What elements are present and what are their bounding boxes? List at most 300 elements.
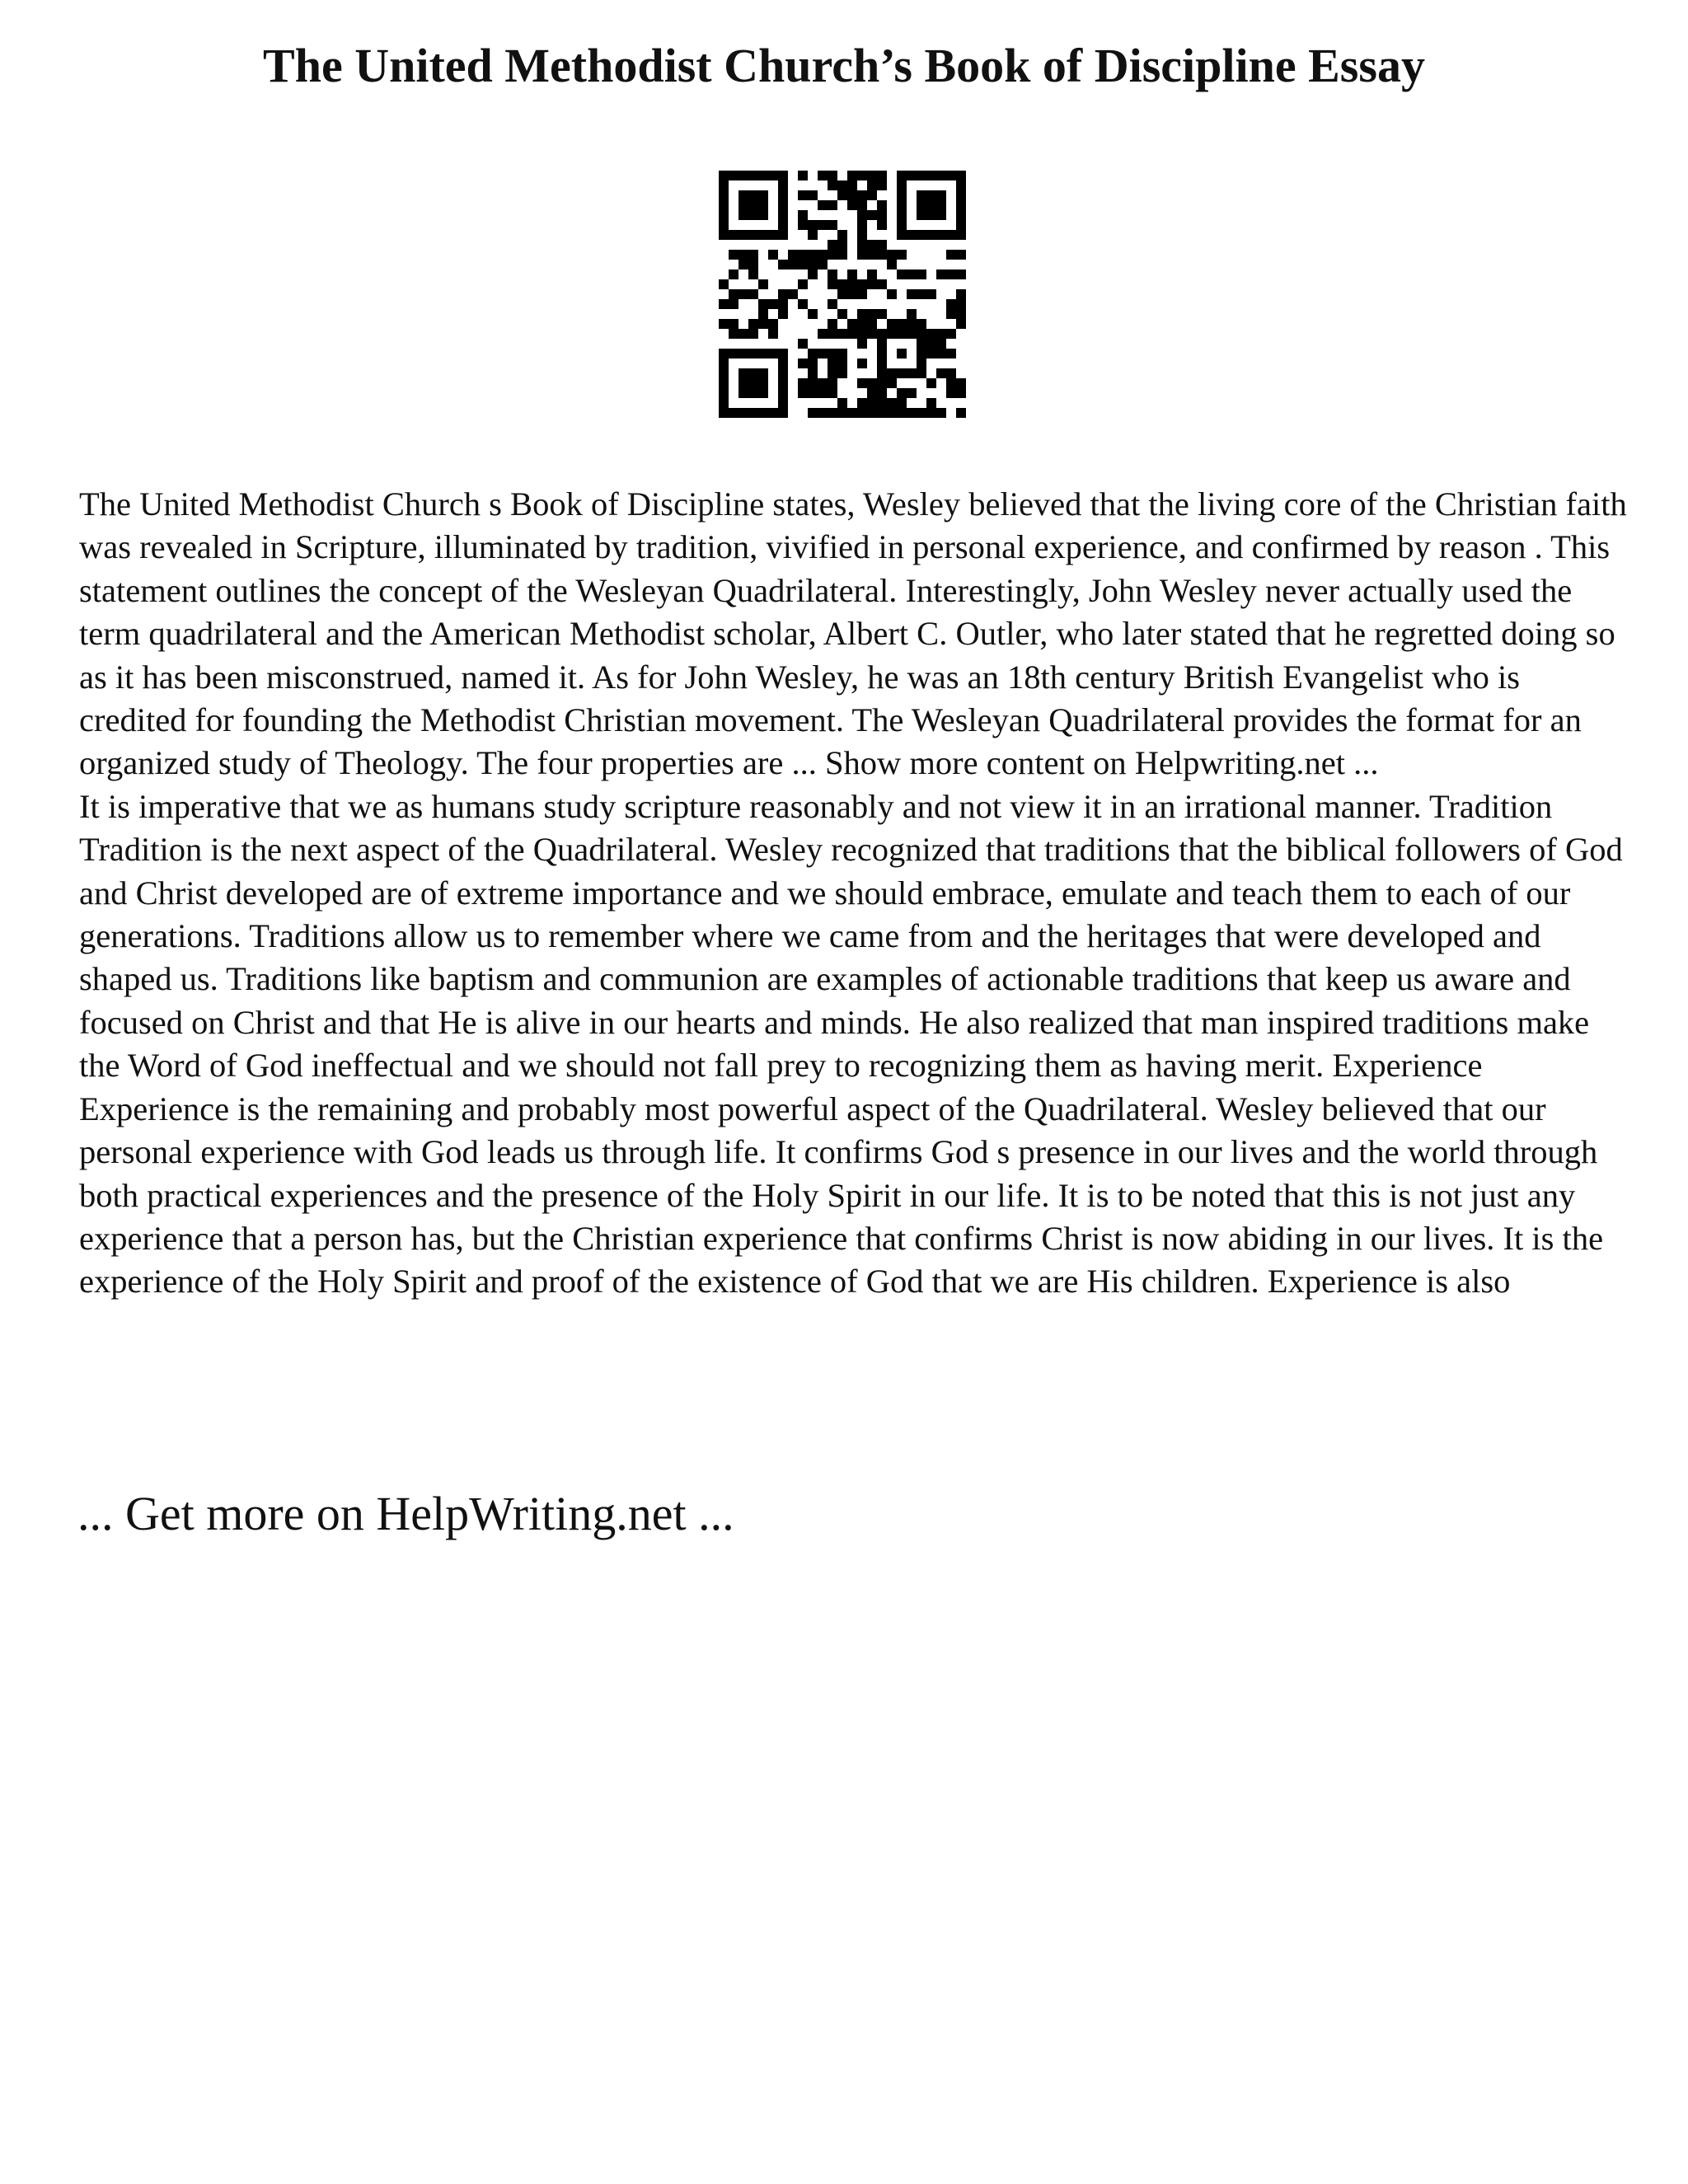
qr-module xyxy=(897,368,907,378)
qr-module xyxy=(837,180,847,190)
qr-module xyxy=(758,319,768,329)
qr-module xyxy=(738,289,748,299)
qr-module xyxy=(857,398,867,408)
qr-module xyxy=(738,349,748,359)
qr-module xyxy=(778,309,788,319)
qr-module xyxy=(857,190,867,200)
qr-module xyxy=(926,339,936,349)
qr-module xyxy=(897,349,907,359)
qr-module xyxy=(828,220,837,230)
qr-module xyxy=(956,190,966,200)
qr-module xyxy=(936,230,946,240)
qr-module xyxy=(877,398,887,408)
qr-module xyxy=(758,279,768,289)
qr-module xyxy=(738,378,748,388)
get-more-link[interactable]: ... Get more on HelpWriting.net ... xyxy=(77,1487,734,1540)
qr-module xyxy=(798,210,808,220)
qr-module xyxy=(926,190,936,200)
qr-module xyxy=(768,299,778,309)
qr-module xyxy=(828,349,837,359)
qr-module xyxy=(828,388,837,398)
qr-module xyxy=(956,220,966,230)
qr-module xyxy=(946,269,956,279)
qr-module xyxy=(738,230,748,240)
qr-module xyxy=(748,388,758,398)
qr-module xyxy=(778,388,788,398)
qr-module xyxy=(778,180,788,190)
qr-module xyxy=(936,368,946,378)
qr-module xyxy=(808,368,818,378)
qr-module xyxy=(946,171,956,180)
qr-module xyxy=(887,329,897,339)
qr-module xyxy=(857,408,867,418)
qr-module xyxy=(738,200,748,210)
qr-module xyxy=(738,388,748,398)
qr-module xyxy=(867,240,877,250)
qr-module xyxy=(719,398,729,408)
qr-module xyxy=(748,349,758,359)
qr-module xyxy=(907,309,917,319)
essay-body xyxy=(79,483,1629,1304)
qr-module xyxy=(887,250,897,260)
qr-module xyxy=(877,368,887,378)
qr-module xyxy=(758,210,768,220)
qr-module xyxy=(808,408,818,418)
qr-module xyxy=(867,269,877,279)
qr-module xyxy=(828,200,837,210)
qr-module xyxy=(917,289,926,299)
qr-module xyxy=(926,171,936,180)
qr-module xyxy=(857,319,867,329)
qr-module xyxy=(778,359,788,368)
qr-module xyxy=(867,279,877,289)
qr-module xyxy=(887,368,897,378)
qr-module xyxy=(738,260,748,269)
qr-module xyxy=(738,190,748,200)
qr-module xyxy=(798,359,808,368)
qr-module xyxy=(758,230,768,240)
qr-module xyxy=(798,299,808,309)
qr-module xyxy=(917,269,926,279)
qr-module xyxy=(956,319,966,329)
qr-module xyxy=(877,408,887,418)
qr-module xyxy=(758,190,768,200)
qr-module xyxy=(897,230,907,240)
qr-module xyxy=(719,220,729,230)
qr-module xyxy=(837,368,847,378)
qr-module xyxy=(729,319,738,329)
qr-module xyxy=(758,408,768,418)
qr-module xyxy=(808,220,818,230)
qr-module xyxy=(719,359,729,368)
qr-module xyxy=(867,378,877,388)
qr-module xyxy=(788,260,798,269)
qr-module xyxy=(897,329,907,339)
qr-module xyxy=(837,279,847,289)
qr-module xyxy=(828,250,837,260)
qr-module xyxy=(887,408,897,418)
qr-module xyxy=(847,329,857,339)
qr-module xyxy=(907,368,917,378)
qr-module xyxy=(778,210,788,220)
qr-module xyxy=(897,388,907,398)
qr-module xyxy=(897,398,907,408)
qr-module xyxy=(917,200,926,210)
qr-module xyxy=(719,378,729,388)
qr-module xyxy=(857,279,867,289)
qr-module xyxy=(956,378,966,388)
qr-module xyxy=(778,349,788,359)
qr-module xyxy=(778,398,788,408)
qr-module xyxy=(867,190,877,200)
qr-module xyxy=(857,289,867,299)
qr-module xyxy=(758,378,768,388)
qr-module xyxy=(758,299,768,309)
qr-module xyxy=(926,378,936,388)
qr-module xyxy=(857,309,867,319)
qr-module xyxy=(887,378,897,388)
qr-module xyxy=(877,200,887,210)
qr-module xyxy=(828,368,837,378)
qr-module xyxy=(877,309,887,319)
qr-module xyxy=(758,309,768,319)
qr-module xyxy=(758,200,768,210)
qr-module xyxy=(857,230,867,240)
page-title: The United Methodist Church’s Book of Discipline Essay xyxy=(263,39,1425,92)
qr-module xyxy=(847,408,857,418)
essay-paragraph-2: It is imperative that we as humans study scripture reasonably and not view it in an irrational manner. Tradition Tradition is the next aspect of the Quadrilateral. Wesley recognized that traditions that the biblical followers of God and Christ developed are of extreme importance and we should embrace, emulate and teach them to each of our generations. Traditions allow us to remember where we came from and the heritages that were developed and shaped us. Traditions like baptism and communion are examples of actionable traditions that keep us aware and focused on Christ and that He is alive in our hearts and minds. He also realized that man inspired traditions make the Word of God ineffectual and we should not fall prey to recognizing them as having merit. Experience Experience is the remaining and probably most powerful aspect of the Quadrilateral. Wesley believed that our personal experience with God leads us through life. It confirms God s presence in our lives and the world through both practical experiences and the presence of the Holy Spirit in our life. It is to be noted that this is not just any experience that a person has, but the Christian experience that confirms Christ is now abiding in our lives. It is the experience of the Holy Spirit and proof of the existence of God that we are His children. Experience is also xyxy=(79,787,1623,1301)
qr-module xyxy=(778,220,788,230)
qr-module xyxy=(936,200,946,210)
qr-module xyxy=(926,210,936,220)
qr-module xyxy=(828,171,837,180)
qr-module xyxy=(877,388,887,398)
qr-module xyxy=(956,200,966,210)
qr-module xyxy=(798,190,808,200)
qr-module xyxy=(828,319,837,329)
qr-module xyxy=(946,388,956,398)
qr-module xyxy=(719,279,729,289)
qr-module xyxy=(887,319,897,329)
qr-module xyxy=(867,180,877,190)
qr-module xyxy=(748,329,758,339)
qr-module xyxy=(837,398,847,408)
qr-module xyxy=(837,408,847,418)
qr-module xyxy=(828,378,837,388)
qr-module xyxy=(719,299,729,309)
qr-module xyxy=(847,180,857,190)
qr-module xyxy=(719,190,729,200)
qr-module xyxy=(897,408,907,418)
qr-module xyxy=(907,319,917,329)
qr-module xyxy=(857,210,867,220)
qr-code-icon xyxy=(719,171,966,418)
qr-module xyxy=(917,408,926,418)
qr-module xyxy=(936,329,946,339)
qr-module xyxy=(857,220,867,230)
qr-module xyxy=(798,260,808,269)
qr-module xyxy=(778,200,788,210)
qr-module xyxy=(926,408,936,418)
qr-module xyxy=(719,349,729,359)
qr-module xyxy=(897,200,907,210)
qr-module xyxy=(887,260,897,269)
qr-module xyxy=(738,329,748,339)
qr-module xyxy=(738,250,748,260)
qr-module xyxy=(778,378,788,388)
qr-module xyxy=(798,378,808,388)
qr-module xyxy=(956,289,966,299)
qr-module xyxy=(946,368,956,378)
qr-module xyxy=(808,250,818,260)
qr-module xyxy=(778,368,788,378)
qr-module xyxy=(768,319,778,329)
qr-module xyxy=(818,260,828,269)
qr-module xyxy=(837,230,847,240)
qr-module xyxy=(917,349,926,359)
qr-module xyxy=(788,289,798,299)
qr-module xyxy=(837,309,847,319)
qr-module xyxy=(738,408,748,418)
qr-module xyxy=(867,388,877,398)
qr-module xyxy=(729,299,738,309)
qr-module xyxy=(837,329,847,339)
qr-module xyxy=(729,289,738,299)
qr-module xyxy=(956,230,966,240)
qr-module xyxy=(917,329,926,339)
qr-module xyxy=(818,171,828,180)
qr-module xyxy=(788,250,798,260)
qr-module xyxy=(946,378,956,388)
qr-module xyxy=(768,230,778,240)
qr-module xyxy=(748,368,758,378)
qr-module xyxy=(877,359,887,368)
qr-module xyxy=(818,329,828,339)
qr-module xyxy=(867,171,877,180)
qr-module xyxy=(778,408,788,418)
qr-module xyxy=(926,329,936,339)
qr-module xyxy=(729,250,738,260)
qr-module xyxy=(907,408,917,418)
qr-module xyxy=(738,171,748,180)
qr-module xyxy=(828,180,837,190)
qr-module xyxy=(748,408,758,418)
qr-module xyxy=(729,230,738,240)
qr-module xyxy=(818,408,828,418)
qr-module xyxy=(936,339,946,349)
qr-module xyxy=(847,171,857,180)
qr-module xyxy=(867,408,877,418)
qr-module xyxy=(907,388,917,398)
qr-module xyxy=(798,171,808,180)
qr-module xyxy=(936,171,946,180)
qr-module xyxy=(748,230,758,240)
qr-module xyxy=(798,279,808,289)
qr-module xyxy=(877,339,887,349)
qr-module xyxy=(818,349,828,359)
qr-module xyxy=(897,250,907,260)
qr-module xyxy=(837,250,847,260)
qr-module xyxy=(778,230,788,240)
qr-module xyxy=(808,359,818,368)
qr-module xyxy=(798,388,808,398)
qr-module xyxy=(877,220,887,230)
qr-module xyxy=(917,210,926,220)
qr-module xyxy=(748,200,758,210)
qr-module xyxy=(719,319,729,329)
qr-module xyxy=(818,220,828,230)
qr-module xyxy=(956,408,966,418)
qr-module xyxy=(808,190,818,200)
qr-module xyxy=(778,190,788,200)
qr-module xyxy=(956,299,966,309)
qr-module xyxy=(808,349,818,359)
qr-module xyxy=(877,329,887,339)
qr-module xyxy=(917,319,926,329)
qr-module xyxy=(818,388,828,398)
qr-module xyxy=(867,210,877,220)
qr-module xyxy=(837,349,847,359)
qr-module xyxy=(748,171,758,180)
qr-module xyxy=(867,309,877,319)
qr-module xyxy=(877,240,887,250)
qr-module xyxy=(877,378,887,388)
qr-module xyxy=(828,408,837,418)
qr-module xyxy=(946,309,956,319)
qr-module xyxy=(897,180,907,190)
qr-module xyxy=(818,200,828,210)
qr-module xyxy=(758,171,768,180)
qr-module xyxy=(857,200,867,210)
qr-module xyxy=(867,319,877,329)
qr-module xyxy=(828,329,837,339)
qr-module xyxy=(857,359,867,368)
qr-module xyxy=(808,230,818,240)
qr-module xyxy=(758,368,768,378)
qr-module xyxy=(808,309,818,319)
qr-module xyxy=(798,339,808,349)
qr-module xyxy=(738,368,748,378)
qr-module xyxy=(857,171,867,180)
qr-module xyxy=(946,230,956,240)
qr-module xyxy=(828,359,837,368)
qr-module xyxy=(778,289,788,299)
qr-module xyxy=(877,250,887,260)
qr-module xyxy=(956,388,966,398)
qr-module xyxy=(917,359,926,368)
qr-module xyxy=(897,190,907,200)
qr-module xyxy=(926,200,936,210)
qr-module xyxy=(768,349,778,359)
qr-module xyxy=(946,299,956,309)
qr-module xyxy=(936,349,946,359)
qr-module xyxy=(847,289,857,299)
qr-module xyxy=(877,349,887,359)
qr-module xyxy=(748,190,758,200)
qr-module xyxy=(847,279,857,289)
qr-module xyxy=(847,190,857,200)
qr-module xyxy=(936,210,946,220)
qr-module xyxy=(897,210,907,220)
qr-module xyxy=(729,269,738,279)
qr-module xyxy=(837,190,847,200)
qr-module xyxy=(877,210,887,220)
qr-module xyxy=(729,171,738,180)
qr-module xyxy=(828,299,837,309)
qr-module xyxy=(768,250,778,260)
qr-module xyxy=(877,171,887,180)
qr-module xyxy=(936,408,946,418)
qr-module xyxy=(847,269,857,279)
qr-module xyxy=(867,329,877,339)
qr-module xyxy=(897,171,907,180)
qr-module xyxy=(798,220,808,230)
qr-module xyxy=(748,289,758,299)
qr-module xyxy=(877,279,887,289)
qr-module xyxy=(857,250,867,260)
qr-module xyxy=(738,210,748,220)
qr-module xyxy=(818,250,828,260)
qr-module xyxy=(857,378,867,388)
qr-module xyxy=(778,299,788,309)
qr-module xyxy=(748,269,758,279)
qr-module xyxy=(956,171,966,180)
qr-module xyxy=(748,260,758,269)
qr-module xyxy=(758,388,768,398)
qr-module xyxy=(719,180,729,190)
qr-module xyxy=(887,289,897,299)
qr-module xyxy=(719,200,729,210)
qr-module xyxy=(729,408,738,418)
qr-module xyxy=(926,289,936,299)
qr-module xyxy=(837,240,847,250)
qr-module xyxy=(719,171,729,180)
qr-module xyxy=(877,180,887,190)
qr-module xyxy=(758,349,768,359)
qr-module xyxy=(907,329,917,339)
qr-module xyxy=(729,329,738,339)
qr-module xyxy=(748,250,758,260)
qr-module xyxy=(936,269,946,279)
qr-module xyxy=(946,329,956,339)
qr-module xyxy=(847,319,857,329)
qr-module xyxy=(828,269,837,279)
qr-module xyxy=(867,250,877,260)
qr-module xyxy=(748,319,758,329)
qr-module xyxy=(926,349,936,359)
qr-module xyxy=(818,378,828,388)
qr-module xyxy=(768,329,778,339)
qr-module xyxy=(936,190,946,200)
qr-module xyxy=(946,250,956,260)
qr-module xyxy=(837,359,847,368)
qr-module xyxy=(917,230,926,240)
qr-module xyxy=(897,319,907,329)
qr-module xyxy=(719,368,729,378)
qr-module xyxy=(719,210,729,220)
qr-module xyxy=(719,230,729,240)
qr-module xyxy=(837,289,847,299)
qr-module xyxy=(867,398,877,408)
qr-module xyxy=(778,171,788,180)
qr-module xyxy=(808,269,818,279)
qr-module xyxy=(828,279,837,289)
qr-module xyxy=(907,230,917,240)
qr-module xyxy=(897,220,907,230)
qr-module xyxy=(719,408,729,418)
qr-module xyxy=(956,269,966,279)
qr-module xyxy=(907,289,917,299)
